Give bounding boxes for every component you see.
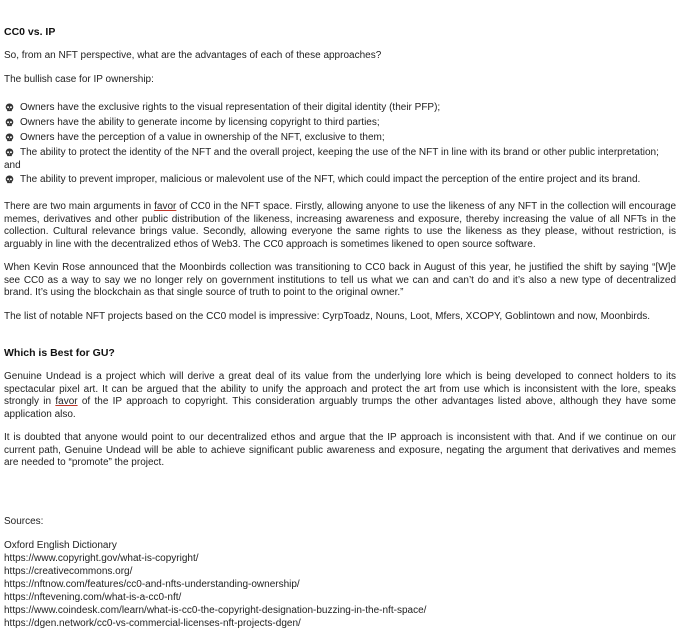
source-item: Oxford English Dictionary — [4, 540, 117, 551]
skull-icon — [5, 118, 14, 127]
cc0-arguments-paragraph — [4, 201, 676, 251]
list-item — [4, 100, 676, 115]
sources-heading: Sources: — [4, 515, 44, 527]
skull-icon — [5, 175, 14, 184]
paragraph-text: There are two main arguments in — [4, 201, 155, 212]
favor-word: favor — [55, 396, 78, 407]
list-item — [4, 115, 676, 130]
notable-projects-paragraph: The list of notable NFT projects based on the CC0 model is impressive: CyrpToadz, Nouns, Loot, Mfers, XCOPY, Goblintown and now, Moonbirds. — [4, 310, 651, 322]
and-connector: and — [4, 160, 21, 171]
source-link[interactable]: https://nftnow.com/features/cc0-and-nfts-understanding-ownership/ — [4, 579, 300, 590]
decentralized-ethos-paragraph: It is doubted that anyone would point to our decentralized ethos and argue that the IP approach is inconsistent with that. And if we continue on our current path, Genuine Undead will be able to achieve significant public awareness and exposure, negating the argument that derivatives and memes are needed to “promote” the project. — [4, 432, 676, 468]
paragraph-text: Genuine Undead is a project which will derive a great deal of its value from the underlying lore which is being developed to connect holders to its spectacular pixel art. It can be argued that the ability to unify the approach and protect the art from use which is inconsistent with the lore, speaks strongly in — [4, 371, 676, 407]
list-item — [4, 130, 676, 145]
list-item-text: Owners have the ability to generate income by licensing copyright to third parties; — [20, 117, 380, 128]
paragraph-text: of the IP approach to copyright. This consideration arguably trumps the other advantages listed above, although they have some application also. — [4, 396, 676, 420]
paragraph-text: of CC0 in the NFT space. Firstly, allowing anyone to use the likeness of any NFT in the collection will encourage memes, derivatives and other public distribution of the likeness, increasing awareness and exposure, thereby increasing the value of all NFTs in the collection. Cultural relevance brings value. Secondly, allowing everyone the same rights to use the likeness as they please, without restriction, is arguably in line with the decentralized ethos of Web3. The CC0 approach is sometimes likened to open source software. — [4, 201, 677, 250]
list-item-text: The ability to protect the identity of the NFT and the overall project, keeping the use of the NFT in line with its brand or other public interpretation; — [20, 147, 659, 158]
skull-icon — [5, 133, 14, 142]
list-item-text: Owners have the perception of a value in ownership of the NFT, exclusive to them; — [20, 132, 385, 143]
sources-list — [4, 539, 676, 630]
source-link[interactable]: https://www.coindesk.com/learn/what-is-cc0-the-copyright-designation-buzzing-in-the-nft-space/ — [4, 605, 427, 616]
list-item — [4, 145, 676, 160]
source-link[interactable]: https://creativecommons.org/ — [4, 566, 133, 577]
source-link[interactable]: https://nftevening.com/what-is-a-cc0-nft/ — [4, 592, 182, 603]
section-title-cc0-vs-ip: CC0 vs. IP — [4, 26, 56, 38]
kevin-rose-paragraph: When Kevin Rose announced that the Moonbirds collection was transitioning to CC0 back in August of this year, he justified the shift by saying “[W]e see CC0 as a way to say we no longer rely on government institutions to tell us what we can and can’t do and it’s also a new type of decentralized brand. It’s using the blockchain as that single source of truth to point to the original owner.” — [4, 262, 676, 298]
source-link[interactable]: https://www.copyright.gov/what-is-copyright/ — [4, 553, 199, 564]
list-item-text: The ability to prevent improper, malicious or malevolent use of the NFT, which could impact the perception of the entire project and its brand. — [20, 174, 641, 185]
intro-paragraph: So, from an NFT perspective, what are the advantages of each of these approaches? — [4, 50, 382, 61]
document-body — [4, 26, 676, 630]
skull-icon — [5, 148, 14, 157]
ip-advantages-list-last — [4, 172, 676, 187]
section-title-best-for-gu: Which is Best for GU? — [4, 347, 115, 359]
skull-icon — [5, 103, 14, 112]
list-item — [4, 172, 676, 187]
source-link[interactable]: https://dgen.network/cc0-vs-commercial-licenses-nft-projects-dgen/ — [4, 618, 301, 629]
bullish-heading: The bullish case for IP ownership: — [4, 73, 154, 85]
favor-word: favor — [154, 201, 177, 212]
list-item-text: Owners have the exclusive rights to the visual representation of their digital identity (their PFP); — [20, 102, 441, 113]
genuine-undead-paragraph — [4, 371, 676, 421]
ip-advantages-list — [4, 100, 676, 160]
